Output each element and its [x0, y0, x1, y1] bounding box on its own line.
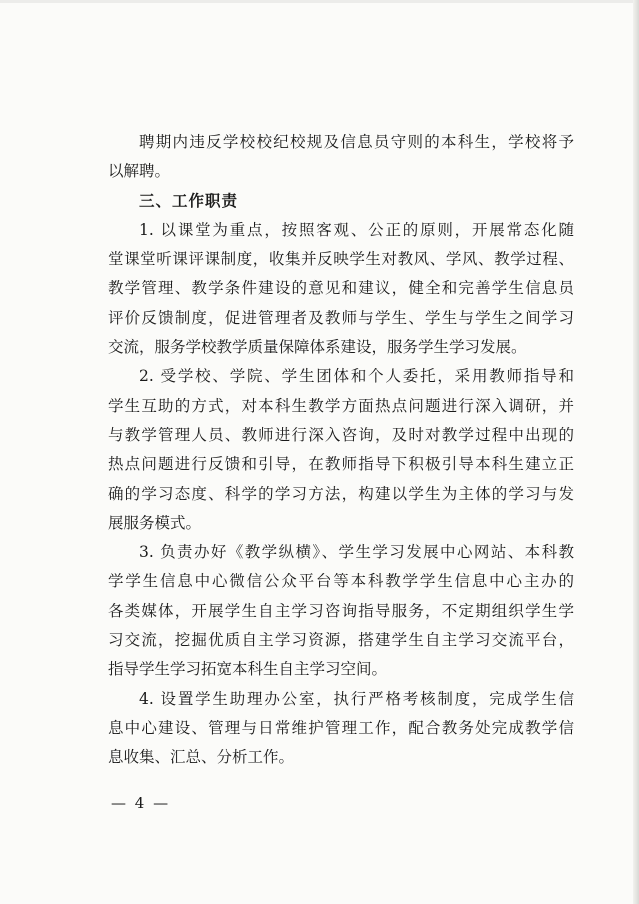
paragraph-line: 2. 受学校、学院、学生团体和个人委托，采用教师指导和 [139, 367, 574, 386]
paragraph-line: 热点问题进行反馈和引导，在教师指导下积极引导本科生建立正 [108, 455, 574, 474]
paragraph-line: 3. 负责办好《教学纵横》、学生学习发展中心网站、本科教 [139, 543, 574, 562]
paragraph-line: 息中心建设、管理与日常维护管理工作，配合教务处完成教学信 [108, 718, 574, 737]
paragraph-line: 指导学生学习拓宽本科生自主学习空间。 [108, 660, 388, 679]
paragraph-line: 1. 以课堂为重点，按照客观、公正的原则，开展常态化随 [139, 220, 574, 239]
paragraph-line: 交流，服务学校教学质量保障体系建设，服务学生学习发展。 [108, 338, 527, 357]
section-heading: 三、工作职责 [139, 191, 239, 210]
paragraph-line: 学生互助的方式，对本科生教学方面热点问题进行深入调研，并 [108, 396, 574, 415]
paragraph-line: 评价反馈制度，促进管理者及教师与学生、学生与学生之间学习 [108, 308, 574, 327]
paragraph-line: 确的学习态度、科学的学习方法，构建以学生为主体的学习与发 [108, 484, 574, 503]
page-number: — 4 — [111, 794, 171, 812]
paragraph-line: 各类媒体，开展学生自主学习咨询指导服务，不定期组织学生学 [108, 601, 574, 620]
paragraph-line: 教学管理、教学条件建设的意见和建议，健全和完善学生信息员 [108, 279, 574, 298]
document-body [108, 128, 574, 773]
paragraph-line: 息收集、汇总、分析工作。 [108, 748, 295, 767]
scan-edge-right [633, 0, 639, 904]
paragraph-line: 聘期内违反学校校纪校规及信息员守则的本科生，学校将予 [139, 133, 574, 151]
paragraph-line: 4. 设置学生助理办公室，执行严格考核制度，完成学生信 [139, 689, 574, 708]
paragraph-line: 习交流，挖掘优质自主学习资源，搭建学生自主学习交流平台， [108, 631, 574, 650]
paragraph-line: 以解聘。 [108, 162, 171, 181]
paragraph-line: 堂课堂听课评课制度，收集并反映学生对教风、学风、教学过程、 [108, 250, 574, 269]
paragraph-line: 学学生信息中心微信公众平台等本科教学学生信息中心主办的 [108, 572, 574, 591]
paragraph-line: 展服务模式。 [108, 513, 202, 532]
paragraph-line: 与教学管理人员、教师进行深入咨询，及时对教学过程中出现的 [108, 425, 574, 444]
scan-edge-top [0, 0, 639, 3]
